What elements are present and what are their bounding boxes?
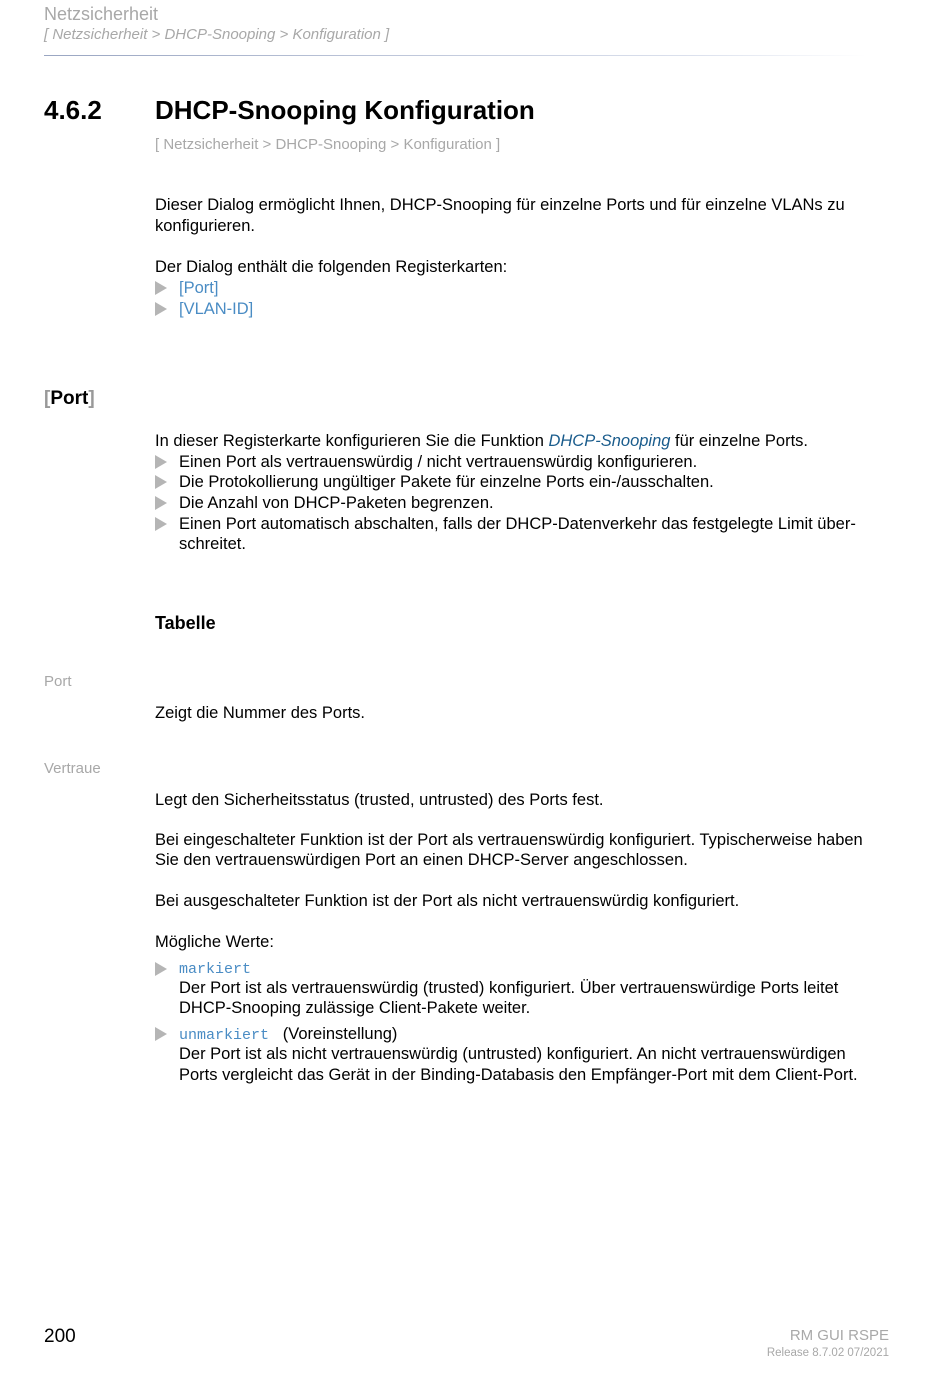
value-desc-line-2: DHCP-Snooping zulässige Client-Pakete weiter. xyxy=(179,999,531,1017)
field-description-vertraue: Legt den Sicherheitsstatus (trusted, untrusted) des Ports fest. xyxy=(155,791,604,809)
bullet-triangle-icon xyxy=(155,496,167,510)
tabs-intro: Der Dialog enthält die folgenden Registerkarten: xyxy=(155,258,508,276)
field-label-port: Port xyxy=(44,673,72,690)
value-desc-line-2: Ports vergleicht das Gerät in der Binding-Databasis den Empfänger-Port mit dem Client-Port. xyxy=(179,1066,858,1084)
value-desc-line-1: Der Port ist als vertrauenswürdig (trusted) konfiguriert. Über vertrauenswürdige Ports leitet xyxy=(179,979,839,997)
value-name: markiert xyxy=(179,961,252,978)
section-number: 4.6.2 xyxy=(44,95,102,125)
list-item-text: Einen Port als vertrauenswürdig / nicht vertrauenswürdig konfigurieren. xyxy=(179,453,698,471)
bullet-triangle-icon xyxy=(155,517,167,531)
heading-bracket-open: [ xyxy=(44,388,51,409)
page-number: 200 xyxy=(44,1326,76,1347)
port-tab-intro-before: In dieser Registerkarte konfigurieren Sie die Funktion xyxy=(155,432,549,450)
bullet-triangle-icon xyxy=(155,455,167,469)
field-label-vertraue: Vertraue xyxy=(44,760,101,777)
port-tab-heading xyxy=(44,388,95,410)
bullet-triangle-icon xyxy=(155,1027,167,1041)
intro-line-1: Dieser Dialog ermöglicht Ihnen, DHCP-Snooping für einzelne Ports und für einzelne VLANs zu xyxy=(155,196,845,214)
section-title: DHCP-Snooping Konfiguration xyxy=(155,95,535,125)
tab-link-port[interactable]: [Port] xyxy=(179,279,219,297)
value-name-row xyxy=(179,1024,397,1046)
list-item-continuation: schreitet. xyxy=(179,535,246,553)
value-desc-line-1: Der Port ist als nicht vertrauenswürdig (untrusted) konfiguriert. An nicht vertrauenswürdigen xyxy=(179,1045,846,1063)
intro-line-2: konfigurieren. xyxy=(155,217,255,235)
field-description-port: Zeigt die Nummer des Ports. xyxy=(155,704,365,722)
value-default-note: (Voreinstellung) xyxy=(282,1025,398,1043)
bullet-triangle-icon xyxy=(155,962,167,976)
list-item-text: Einen Port automatisch abschalten, falls der DHCP-Datenverkehr das festgelegte Limit über- xyxy=(179,515,856,533)
port-tab-intro-after: für einzelne Ports. xyxy=(670,432,809,450)
list-item-text: Die Protokollierung ungültiger Pakete für einzelne Ports ein-/ausschalten. xyxy=(179,473,714,491)
document-name: RM GUI RSPE xyxy=(789,1327,889,1344)
release-info: Release 8.7.02 07/2021 xyxy=(766,1347,889,1359)
table-heading: Tabelle xyxy=(155,613,216,633)
section-breadcrumb: [ Netzsicherheit > DHCP-Snooping > Konfiguration ] xyxy=(155,136,501,153)
on-text-line-2: Sie den vertrauenswürdigen Port an einen DHCP-Server angeschlossen. xyxy=(155,851,688,869)
bullet-triangle-icon xyxy=(155,302,167,316)
running-header-title: Netzsicherheit xyxy=(44,4,159,24)
value-name: unmarkiert xyxy=(179,1027,270,1044)
header-divider xyxy=(44,55,866,56)
port-tab-intro xyxy=(155,431,808,452)
bullet-triangle-icon xyxy=(155,475,167,489)
heading-bracket-close: ] xyxy=(88,388,95,409)
on-text-line-1: Bei eingeschalteter Funktion ist der Port als vertrauenswürdig konfiguriert. Typischerweise haben xyxy=(155,831,863,849)
list-item-text: Die Anzahl von DHCP-Paketen begrenzen. xyxy=(179,494,494,512)
bullet-triangle-icon xyxy=(155,281,167,295)
tab-link-vlan-id[interactable]: [VLAN-ID] xyxy=(179,300,254,318)
heading-text: Port xyxy=(50,388,89,409)
function-name: DHCP-Snooping xyxy=(548,432,671,450)
off-text: Bei ausgeschalteter Funktion ist der Port als nicht vertrauenswürdig konfiguriert. xyxy=(155,892,740,910)
running-header-breadcrumb: [ Netzsicherheit > DHCP-Snooping > Konfiguration ] xyxy=(44,26,390,43)
values-label: Mögliche Werte: xyxy=(155,933,274,951)
